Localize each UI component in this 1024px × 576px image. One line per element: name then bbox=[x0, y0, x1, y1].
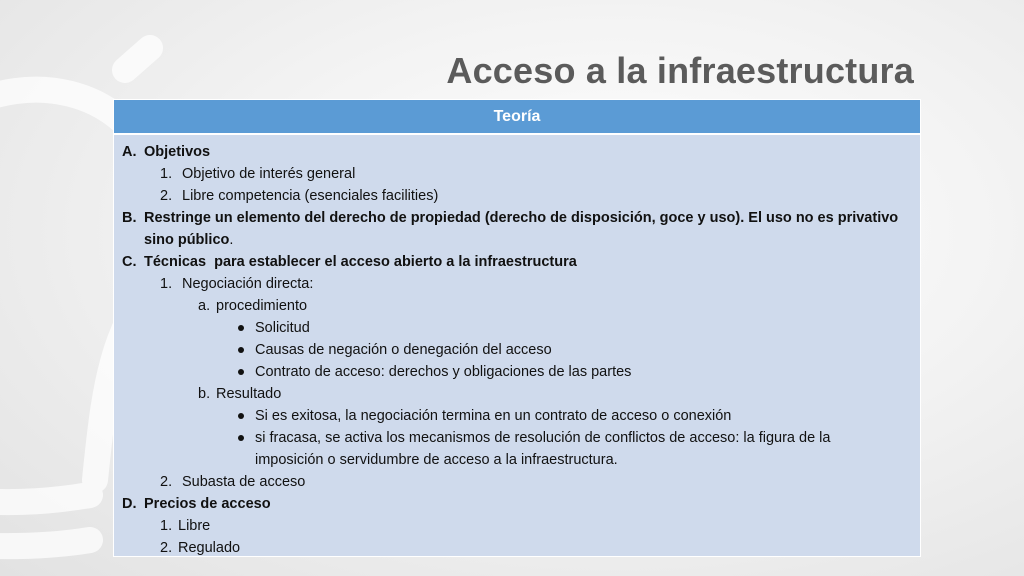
bullet-dot-icon bbox=[238, 369, 244, 375]
list-item bbox=[122, 163, 912, 185]
list-item bbox=[122, 317, 912, 339]
list-item-text: si fracasa, se activa los mecanismos de resolución de conflictos de acceso: la figura de la imposición o servidumbre de acceso a la infraestructura. bbox=[255, 430, 831, 468]
list-marker: 2. bbox=[160, 540, 173, 556]
list-item-text: Objetivos bbox=[144, 144, 211, 160]
list-marker: 2. bbox=[160, 474, 173, 490]
table-header: Teoría bbox=[114, 100, 920, 135]
list-item-text: Libre competencia (esenciales facilities) bbox=[182, 188, 439, 204]
list-item bbox=[122, 141, 912, 163]
list-item bbox=[122, 339, 912, 361]
theory-table bbox=[113, 99, 921, 557]
list-item-text: Contrato de acceso: derechos y obligaciones de las partes bbox=[255, 364, 632, 380]
list-marker: C. bbox=[122, 254, 137, 270]
list-item-text: Causas de negación o denegación del acceso bbox=[255, 342, 552, 358]
list-marker: D. bbox=[122, 496, 137, 512]
table-body bbox=[114, 135, 920, 559]
bullet-dot-icon bbox=[238, 347, 244, 353]
list-item bbox=[122, 515, 912, 537]
list-marker: 1. bbox=[160, 518, 173, 534]
list-item bbox=[122, 295, 912, 317]
list-item bbox=[122, 537, 912, 559]
list-item-text: Negociación directa: bbox=[182, 276, 314, 292]
list-item-text: Resultado bbox=[216, 386, 282, 402]
list-item-text: Solicitud bbox=[255, 320, 310, 336]
list-marker: a. bbox=[198, 298, 211, 314]
list-item bbox=[122, 471, 912, 493]
list-item bbox=[122, 273, 912, 295]
list-item bbox=[122, 185, 912, 207]
list-item bbox=[122, 493, 912, 515]
list-marker: 1. bbox=[160, 166, 173, 182]
list-item bbox=[122, 361, 912, 383]
list-marker: 1. bbox=[160, 276, 173, 292]
list-item-text: Si es exitosa, la negociación termina en un contrato de acceso o conexión bbox=[255, 408, 732, 424]
list-item-text: Precios de acceso bbox=[144, 496, 271, 512]
list-item-text: Libre bbox=[178, 518, 211, 534]
bullet-dot-icon bbox=[238, 413, 244, 419]
list-item-text: Subasta de acceso bbox=[182, 474, 306, 490]
bullet-dot-icon bbox=[238, 435, 244, 441]
list-item bbox=[122, 251, 912, 273]
page-title: Acceso a la infraestructura bbox=[446, 50, 914, 91]
list-marker: b. bbox=[198, 386, 211, 402]
list-item-text: Restringe un elemento del derecho de propiedad (derecho de disposición, goce y uso). El uso no es privativo sino público bbox=[144, 210, 899, 248]
list-item-text-tail: . bbox=[229, 232, 234, 248]
list-item bbox=[122, 383, 912, 405]
list-marker: A. bbox=[122, 144, 137, 160]
list-item-text: Técnicas para establecer el acceso abierto a la infraestructura bbox=[144, 254, 577, 270]
list-marker: 2. bbox=[160, 188, 173, 204]
list-item bbox=[122, 207, 912, 251]
bullet-dot-icon bbox=[238, 325, 244, 331]
list-item-text: Regulado bbox=[178, 540, 241, 556]
list-marker: B. bbox=[122, 210, 137, 226]
list-item bbox=[122, 405, 912, 427]
list-item bbox=[122, 427, 912, 471]
list-item-text: Objetivo de interés general bbox=[182, 166, 356, 182]
list-item-text: procedimiento bbox=[216, 298, 308, 314]
